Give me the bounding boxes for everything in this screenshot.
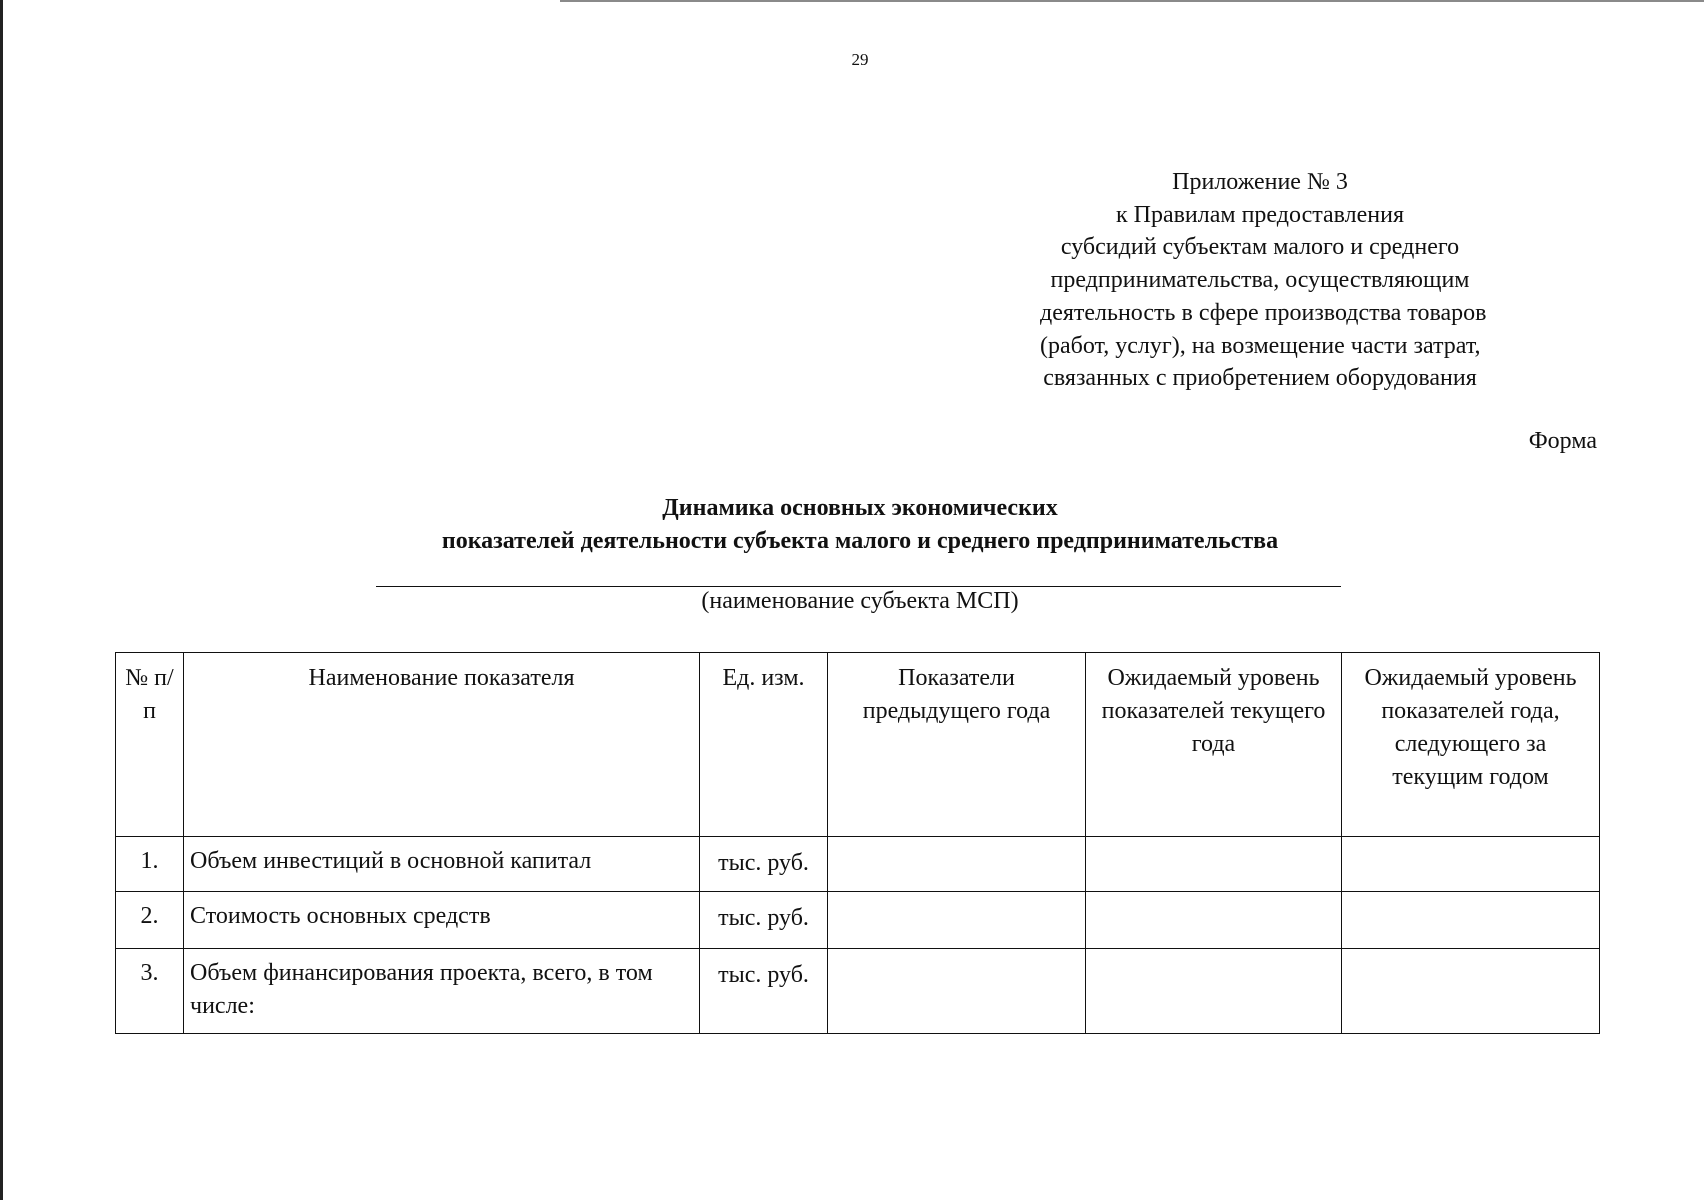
- scan-top-edge: [560, 0, 1704, 2]
- row-next-year-cell[interactable]: [1342, 949, 1600, 1034]
- header-current-year: Ожидаемый уровень показателей текущего года: [1086, 653, 1342, 837]
- appendix-line: к Правилам предоставления: [1115, 201, 1405, 228]
- appendix-line: связанных с приобретением оборудования: [1043, 365, 1477, 392]
- appendix-line: субсидий субъектам малого и среднего: [1060, 234, 1460, 261]
- row-unit: тыс. руб.: [700, 837, 828, 892]
- document-title-line: показателей деятельности субъекта малого и среднего предпринимательства: [441, 528, 1279, 554]
- header-unit: Ед. изм.: [700, 653, 828, 837]
- row-indicator-name: Объем финансирования проекта, всего, в том числе:: [184, 949, 700, 1034]
- row-indicator-name: Стоимость основных средств: [184, 892, 700, 949]
- appendix-reference: [1040, 166, 1487, 395]
- row-previous-year-cell[interactable]: [828, 837, 1086, 892]
- row-previous-year-cell[interactable]: [828, 949, 1086, 1034]
- row-current-year-cell[interactable]: [1086, 892, 1342, 949]
- row-current-year-cell[interactable]: [1086, 837, 1342, 892]
- document-title-line: Динамика основных экономических: [662, 495, 1058, 521]
- header-previous-year: Показатели предыдущего года: [828, 653, 1086, 837]
- document-title: [0, 492, 1704, 558]
- appendix-line: (работ, услуг), на возмещение части затрат,: [1040, 332, 1481, 359]
- row-unit: тыс. руб.: [700, 949, 828, 1034]
- header-indicator-name: Наименование показателя: [184, 653, 700, 837]
- row-number: 1.: [116, 837, 184, 892]
- subject-name-caption: (наименование субъекта МСП): [701, 588, 1019, 614]
- indicators-table-container: [115, 652, 1600, 1034]
- row-unit: тыс. руб.: [700, 892, 828, 949]
- appendix-line: Приложение № 3: [1172, 169, 1348, 195]
- header-next-year: Ожидаемый уровень показателей года, следующего за текущим годом: [1342, 653, 1600, 837]
- row-number: 3.: [116, 949, 184, 1034]
- table-row: [116, 837, 1600, 892]
- table-row: [116, 892, 1600, 949]
- row-next-year-cell[interactable]: [1342, 892, 1600, 949]
- row-previous-year-cell[interactable]: [828, 892, 1086, 949]
- appendix-line: предпринимательства, осуществляющим: [1050, 267, 1470, 294]
- page-number: 29: [851, 50, 869, 69]
- row-number: 2.: [116, 892, 184, 949]
- indicators-table: [115, 652, 1600, 1034]
- row-indicator-name: Объем инвестиций в основной капитал: [184, 837, 700, 892]
- form-label: Форма: [1528, 428, 1597, 454]
- row-next-year-cell[interactable]: [1342, 837, 1600, 892]
- header-number: № п/п: [116, 653, 184, 837]
- subject-name-blank-line: [376, 586, 1341, 587]
- table-header-row: [116, 653, 1600, 837]
- appendix-line: деятельность в сфере производства товаров: [1040, 299, 1487, 326]
- row-current-year-cell[interactable]: [1086, 949, 1342, 1034]
- table-row: [116, 949, 1600, 1034]
